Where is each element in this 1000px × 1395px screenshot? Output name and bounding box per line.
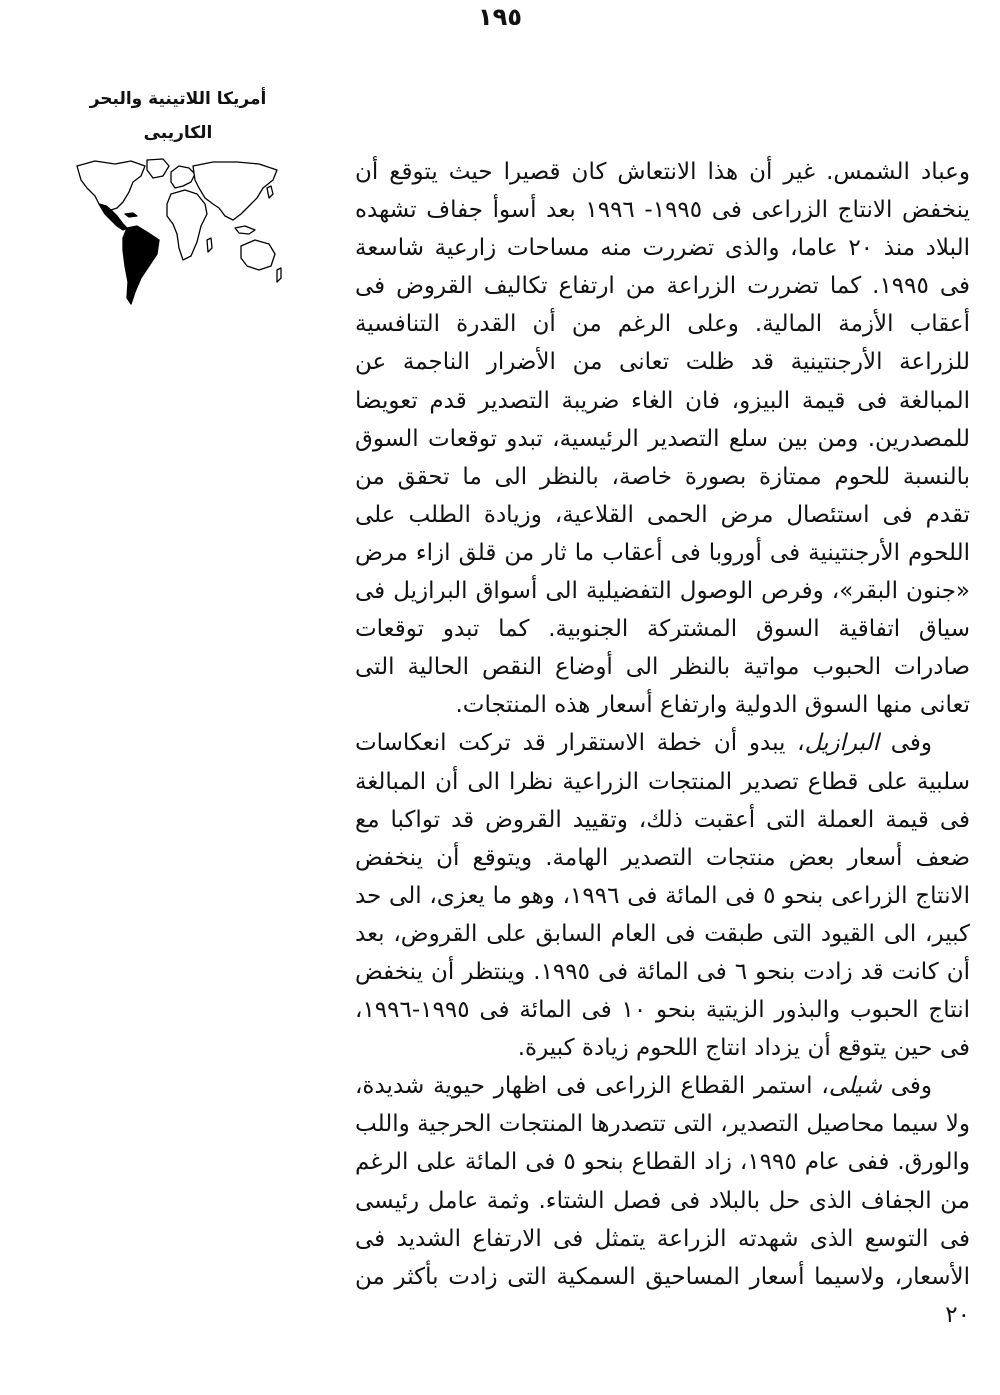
- south-america-shape: [123, 226, 159, 304]
- africa-shape: [167, 190, 207, 260]
- caribbean-islands-shape: [125, 213, 137, 217]
- paragraph-brazil: [355, 724, 970, 1067]
- region-title-line1: أمريكا اللاتينية والبحر: [89, 89, 267, 109]
- new-zealand-shape: [277, 268, 281, 282]
- indonesia-shape: [235, 226, 255, 234]
- paragraph-body: ، يبدو أن خطة الاستقرار قد تركت انعكاسات سلبية على قطاع تصدير المنتجات الزراعية نظرا الى أن المبالغة فى قيمة العملة التى أعقبت ذلك، وتقييد القروض قد تواكبا مع ضعف أسعار بعض منتجات التصدير الهامة. ويتوقع أن ينخفض الانتاج الزراعى بنحو ٥ فى المائة فى ١٩٩٦، وهو ما يعزى، الى حد كبير، الى القيود التى طبقت فى العام السابق على القروض، بعد أن كانت قد زادت بنحو ٦ فى المائة فى ١٩٩٥. وينتظر أن ينخفض انتاج الحبوب والبذور الزيتية بنحو ١٠ فى المائة فى ١٩٩٥-١٩٩٦، فى حين يتوقع أن يزداد انتاج اللحوم زيادة كبيرة.: [355, 730, 970, 1062]
- paragraph-lead-word: وفى: [890, 1073, 932, 1100]
- europe-shape: [171, 166, 195, 188]
- country-name-chile: شيلى: [828, 1073, 882, 1100]
- paragraph-lead-word: وفى: [890, 730, 932, 757]
- japan-shape: [267, 186, 273, 198]
- north-america-shape: [77, 161, 145, 210]
- greenland-shape: [147, 159, 169, 178]
- world-map-icon: [73, 158, 283, 308]
- page-number: ١٩٥: [478, 3, 522, 31]
- country-name-brazil: البرازيل: [804, 730, 879, 757]
- main-text-column: [355, 153, 970, 1334]
- madagascar-shape: [207, 238, 212, 252]
- paragraph-chile: [355, 1067, 970, 1334]
- australia-shape: [241, 240, 275, 270]
- sidebar-region-label: [68, 82, 288, 308]
- paragraph-argentina: وعباد الشمس. غير أن هذا الانتعاش كان قصيرا حيث يتوقع أن ينخفض الانتاج الزراعى فى ١٩٩٥- ١٩٩٦ بعد أسوأ جفاف تشهده البلاد منذ ٢٠ عاما، والذى تضررت منه مساحات زارعية شاسعة فى ١٩٩٥. كما تضررت الزراعة من ارتفاع تكاليف القروض فى أعقاب الأزمة المالية. وعلى الرغم من أن القدرة التنافسية للزراعة الأرجنتينية قد ظلت تعانى من الأضرار الناجمة عن المبالغة فى قيمة البيزو، فان الغاء ضريبة التصدير قدم تعويضا للمصدرين. ومن بين سلع التصدير الرئيسية، تبدو توقعات السوق بالنسبة للحوم ممتازة بصورة خاصة، بالنظر الى ما تحقق من تقدم فى استئصال مرض الحمى القلاعية، وزيادة الطلب على اللحوم الأرجنتينية فى أوروبا فى أعقاب ما ثار من قلق ازاء مرض «جنون البقر»، وفرص الوصول التفضيلية الى أسواق البرازيل فى سياق اتفاقية السوق المشتركة الجنوبية. كما تبدو توقعات صادرات الحبوب مواتية بالنظر الى أوضاع النقص الحالية التى تعانى منها السوق الدولية وارتفاع أسعار هذه المنتجات.: [355, 159, 970, 719]
- region-title-line2: الكاريبى: [143, 123, 213, 143]
- paragraph-body: ، استمر القطاع الزراعى فى اظهار حيوية شديدة، ولا سيما محاصيل التصدير، التى تتصدرها المنتجات الحرجية واللب والورق. ففى عام ١٩٩٥، زاد القطاع بنحو ٥ فى المائة على الرغم من الجفاف الذى حل بالبلاد فى فصل الشتاء. وثمة عامل رئيسى فى التوسع الذى شهدته الزراعة يتمثل فى الارتفاع الشديد فى الأسعار، ولاسيما أسعار المساحيق السمكية التى زادت بأكثر من ٢٠: [355, 1073, 971, 1328]
